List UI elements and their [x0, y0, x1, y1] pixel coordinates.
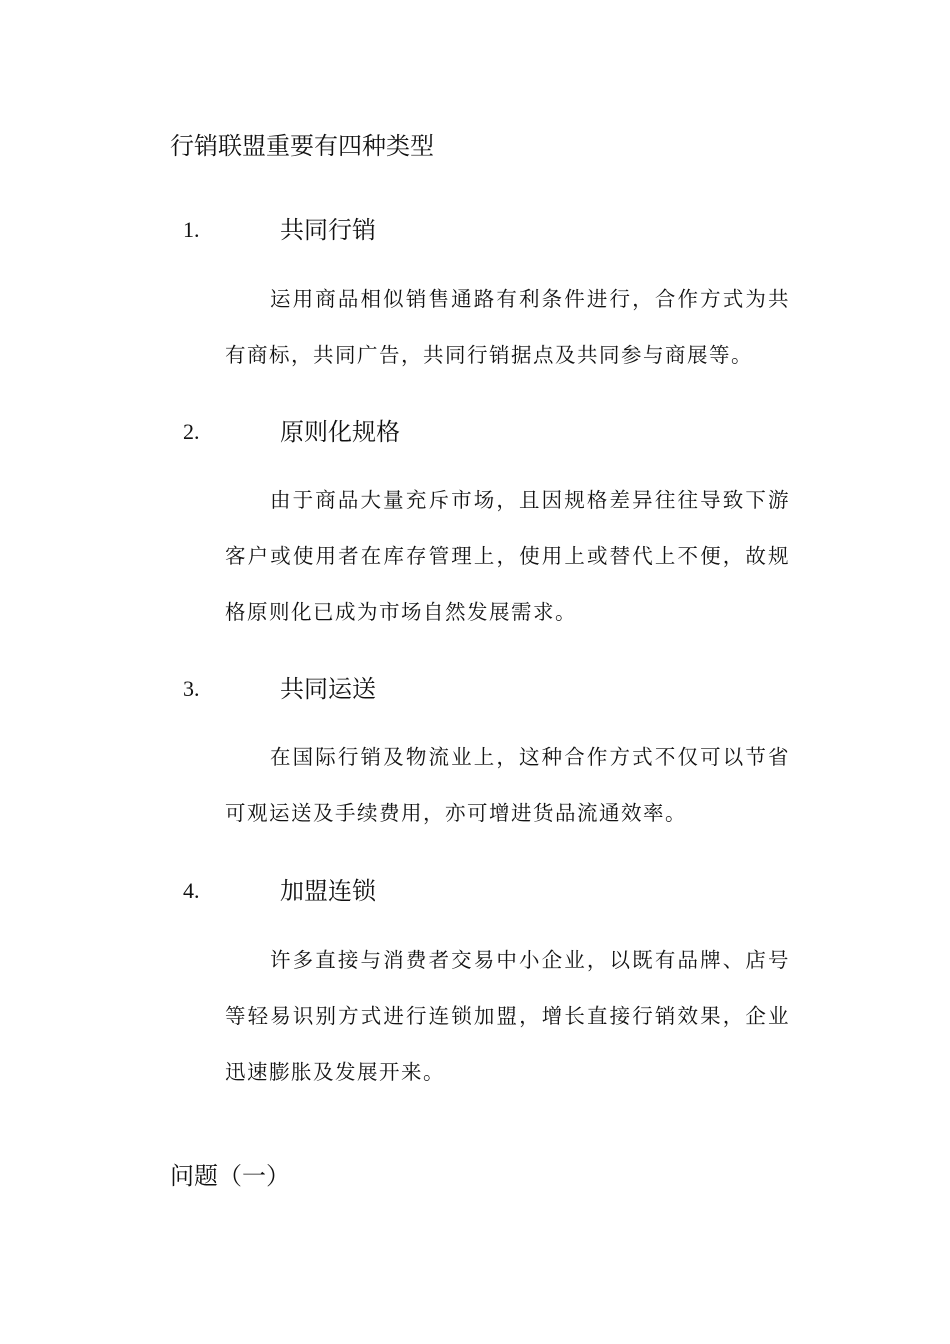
- section-3-header: [0, 674, 950, 704]
- section-4-title: 加盟连锁: [280, 877, 376, 905]
- document-title: 行销联盟重要有四种类型: [170, 132, 434, 160]
- section-1-number: 1.: [183, 217, 200, 242]
- section-3-body: 在国际行销及物流业上，这种合作方式不仅可以节省可观运送及手续费用，亦可增进货品流通效率。: [225, 745, 790, 825]
- section-2-title: 原则化规格: [280, 418, 400, 446]
- section-4-header: [0, 876, 950, 906]
- section-4-number: 4.: [183, 878, 200, 903]
- section-1-title: 共同行销: [280, 216, 376, 244]
- section-1-body: 运用商品相似销售通路有利条件进行，合作方式为共有商标，共同广告，共同行销据点及共同参与商展等。: [225, 287, 790, 367]
- section-2-header: [0, 417, 950, 447]
- footer-heading: 问题（一）: [170, 1162, 290, 1190]
- section-1-header: [0, 215, 950, 245]
- section-2-number: 2.: [183, 419, 200, 444]
- section-3-number: 3.: [183, 676, 200, 701]
- section-3-title: 共同运送: [280, 675, 376, 703]
- section-2-body: 由于商品大量充斥市场，且因规格差异往往导致下游客户或使用者在库存管理上，使用上或替代上不便，故规格原则化已成为市场自然发展需求。: [225, 488, 790, 624]
- section-4-body: 许多直接与消费者交易中小企业，以既有品牌、店号等轻易识别方式进行连锁加盟，增长直接行销效果，企业迅速膨胀及发展开来。: [225, 948, 790, 1084]
